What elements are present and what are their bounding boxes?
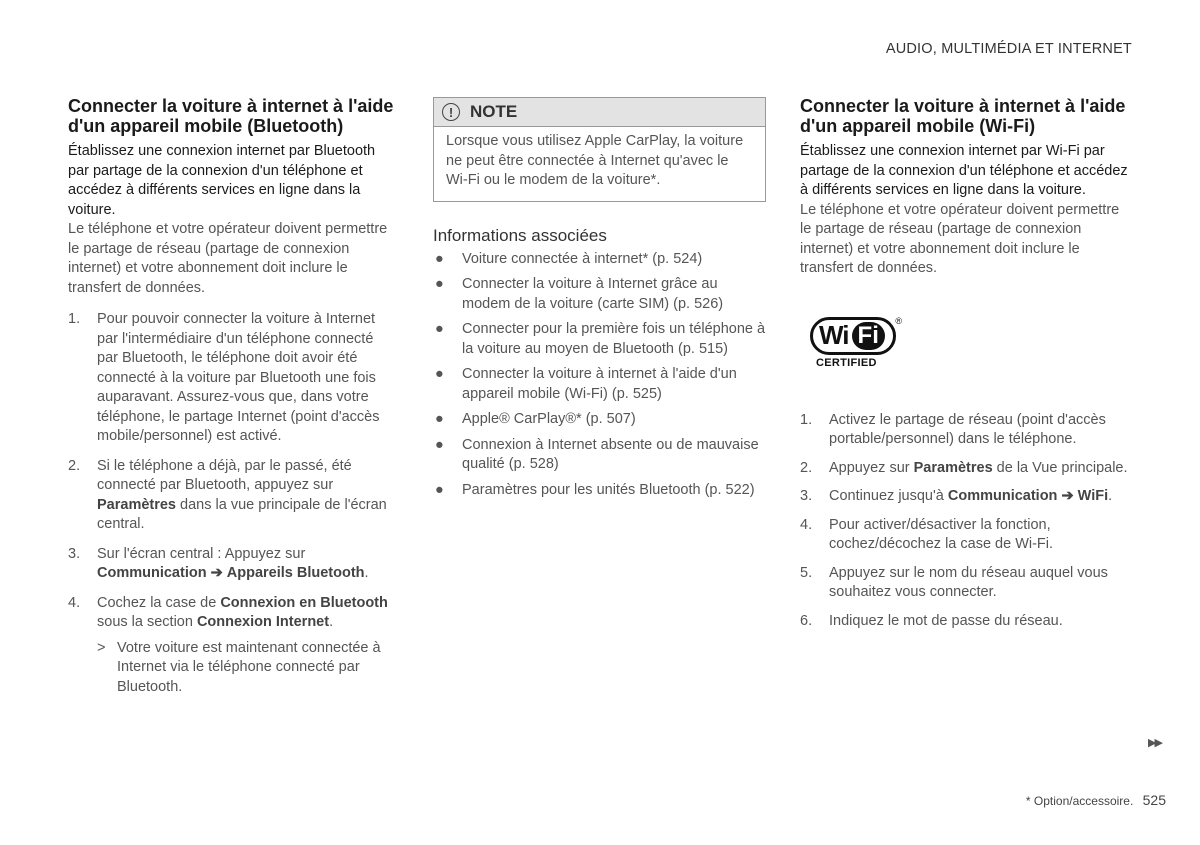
list-item: 2. Appuyez sur Paramètres de la Vue principale. (800, 459, 1128, 476)
bluetooth-section (68, 96, 398, 707)
menu-reference: Paramètres (913, 459, 993, 476)
arrow-right-icon: ➔ (1061, 488, 1074, 504)
related-link[interactable]: ● Voiture connectée à internet* (p. 524) (433, 250, 766, 270)
related-links-list (433, 250, 766, 501)
middle-column (433, 96, 766, 506)
list-item: 4. Pour activer/désactiver la fonction, cochez/décochez la case de Wi-Fi. (800, 516, 1054, 552)
wifi-lead-text: Établissez une connexion internet par Wi-Fi par partage de la connexion d'un téléphone et accédez à différents services en ligne dans la voiture. (800, 143, 1128, 198)
bullet-icon: ● (435, 276, 444, 292)
list-item: 2. Si le téléphone a déjà, par le passé, été connecté par Bluetooth, appuyez sur Paramètres dans la vue principale de l'écran central. (68, 457, 387, 532)
result-marker: > (97, 639, 106, 656)
related-link[interactable]: ● Connecter la voiture à internet à l'aide d'un appareil mobile (Wi-Fi) (p. 525) (435, 366, 737, 402)
related-link[interactable]: ● Connecter pour la première fois un téléphone à la voiture au moyen de Bluetooth (p. 515) (435, 321, 766, 357)
wifi-logo-badge: Wi Fi ® (810, 317, 896, 355)
menu-reference: Communication (97, 565, 207, 581)
related-link[interactable]: ● Paramètres pour les unités Bluetooth (p. 522) (433, 481, 766, 501)
related-link[interactable]: ● Apple® CarPlay®* (p. 507) (433, 410, 766, 430)
related-link[interactable]: ● Connexion à Internet absente ou de mauvaise qualité (p. 528) (435, 436, 759, 472)
bullet-icon: ● (435, 250, 444, 267)
footer-note: * Option/accessoire. (1025, 794, 1134, 808)
note-box (433, 97, 766, 202)
menu-reference: Appareils Bluetooth (226, 565, 365, 581)
menu-reference: Communication (947, 488, 1058, 504)
menu-reference: Paramètres (97, 496, 176, 513)
menu-reference: Connexion en Bluetooth (220, 594, 388, 611)
section-header: AUDIO, MULTIMÉDIA ET INTERNET (885, 41, 1132, 57)
list-item: 1. Activez le partage de réseau (point d'accès portable/personnel) dans le téléphone. (800, 411, 1106, 447)
step-result: > Votre voiture est maintenant connectée à Internet via le téléphone connecté par Bluetooth. (97, 639, 381, 695)
list-item: 3. Sur l'écran central : Appuyez sur Communication ➔ Appareils Bluetooth. (68, 545, 369, 581)
exclamation-icon: ! (442, 103, 460, 121)
note-text: Lorsque vous utilisez Apple CarPlay, la voiture ne peut être connectée à Internet qu'avec le Wi-Fi ou le modem de la voiture*. (446, 133, 744, 188)
page-number: 525 (1142, 792, 1166, 808)
related-link[interactable]: ● Connecter la voiture à Internet grâce au modem de la voiture (carte SIM) (p. 526) (435, 276, 724, 312)
bullet-icon: ● (435, 366, 444, 382)
wifi-section (800, 96, 1130, 640)
wifi-steps-list (800, 411, 1130, 632)
page-footer (1026, 792, 1166, 808)
continue-arrows-icon: ▶▶ (1148, 737, 1161, 749)
bullet-icon: ● (435, 436, 444, 453)
list-item: 3. Continuez jusqu'à Communication ➔ WiFi. (800, 488, 1113, 504)
bluetooth-requirement-text: Le téléphone et votre opérateur doivent permettre le partage de réseau (partage de connexion internet) et votre abonnement doit inclure le transfert de données. (68, 221, 388, 296)
bullet-icon: ● (435, 411, 444, 427)
bullet-icon: ● (435, 321, 444, 337)
bluetooth-section-title: Connecter la voiture à internet à l'aide d'un appareil mobile (Bluetooth) (68, 96, 394, 136)
wifi-certified-logo: Wi Fi ® CERTIFIED (810, 317, 900, 369)
list-item: 6. Indiquez le mot de passe du réseau. (800, 612, 1063, 629)
arrow-right-icon: ➔ (210, 565, 223, 581)
list-item: 1. Pour pouvoir connecter la voiture à Internet par l'intermédiaire d'un téléphone connecté par Bluetooth, le téléphone doit avoir été connecté à la voiture par Bluetooth une fois auparavant. Assurez-vous que, dans votre téléphone, le partage Internet (point d'accès mobile/personnel) est activé. (68, 311, 380, 444)
list-item: 5. Appuyez sur le nom du réseau auquel vous souhaitez vous connecter. (800, 564, 1108, 600)
list-item: 4. Cochez la case de Connexion en Bluetooth sous la section Connexion Internet. > Votre voiture est maintenant connectée à Internet via le téléphone connecté par Bluetooth. (68, 594, 398, 698)
note-header (434, 98, 765, 127)
bluetooth-lead-text: Établissez une connexion internet par Bluetooth par partage de la connexion d'un téléphone et accédez à différents services en ligne dans la voiture. (68, 143, 376, 218)
related-info-title: Informations associées (433, 225, 607, 245)
menu-reference: Connexion Internet (196, 614, 330, 630)
bullet-icon: ● (435, 481, 444, 498)
bluetooth-steps-list (68, 310, 398, 697)
wifi-section-title: Connecter la voiture à internet à l'aide d'un appareil mobile (Wi-Fi) (800, 96, 1126, 136)
wifi-requirement-text: Le téléphone et votre opérateur doivent permettre le partage de réseau (partage de connexion internet) et votre abonnement doit inclure le transfert de données. (800, 201, 1120, 276)
note-label: NOTE (470, 102, 518, 121)
menu-reference: WiFi (1077, 488, 1109, 504)
